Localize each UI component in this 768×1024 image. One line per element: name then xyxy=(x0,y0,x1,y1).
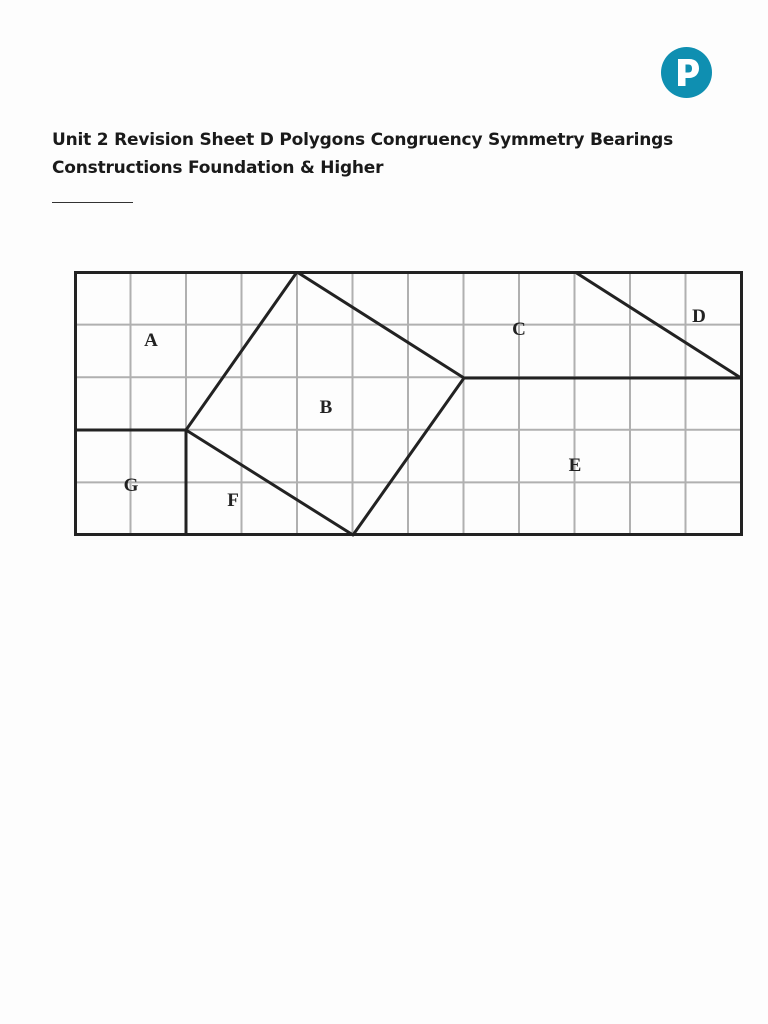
grid-lines xyxy=(75,272,741,535)
title-underline xyxy=(52,202,133,203)
shape-label-e: E xyxy=(568,455,582,476)
shape-label-f: F xyxy=(227,490,239,511)
shape-label-c: C xyxy=(512,319,526,340)
shape-label-d: D xyxy=(692,306,706,327)
pearson-logo-icon xyxy=(661,47,712,98)
shape-label-b: B xyxy=(319,397,333,418)
document-title: Unit 2 Revision Sheet D Polygons Congruency Symmetry Bearings Constructions Foundation & Higher xyxy=(52,130,673,178)
shape-label-g: G xyxy=(123,475,139,496)
polygon-grid-figure xyxy=(74,271,744,538)
shape-label-a: A xyxy=(144,330,158,351)
